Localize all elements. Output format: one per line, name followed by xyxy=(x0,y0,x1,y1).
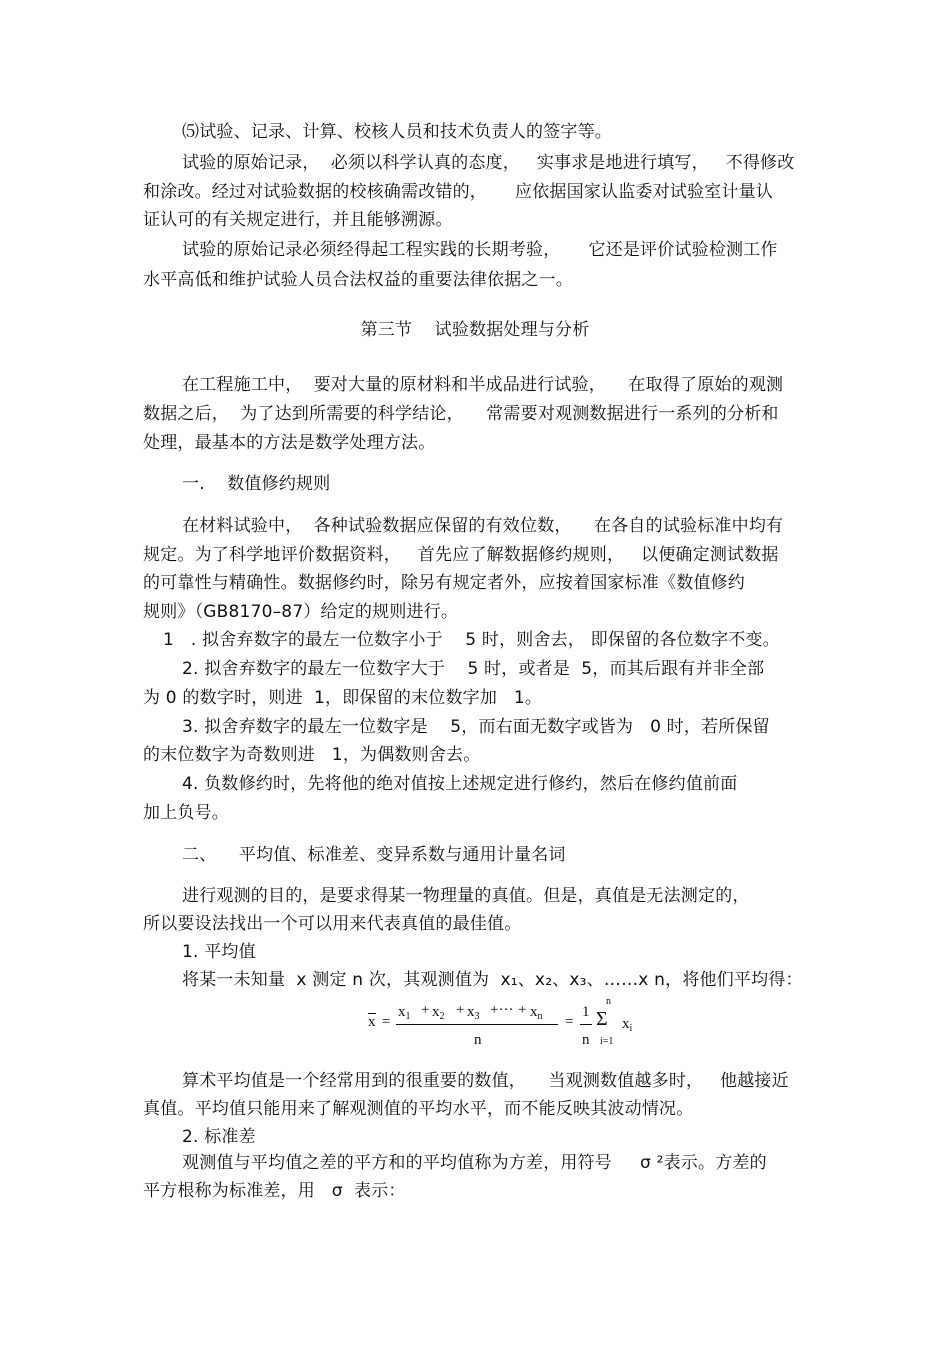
text-line: 试验的原始记录必须经得起工程实践的长期考验， 它还是评价试验检测工作 xyxy=(182,240,778,260)
text-line: 在工程施工中， 要对大量的原材料和半成品进行试验， 在取得了原始的观测 xyxy=(182,375,784,395)
subsection-heading: 二、 平均值、标准差、变异系数与通用计量名词 xyxy=(182,845,566,865)
formula-equals: = xyxy=(382,1014,391,1030)
text-line: 将某一未知量 x 测定 n 次，其观测值为 x₁、x₂、x₃、……x n，将他们平均得： xyxy=(182,970,803,990)
plus-sign: + xyxy=(456,1002,465,1018)
sum-upper-limit: n xyxy=(606,996,611,1007)
text-line: 的可靠性与精确性。数据修约时，除另有规定者外，应按着国家标准《数值修约 xyxy=(143,573,745,593)
text-line: 进行观测的目的，是要求得某一物理量的真值。但是，真值是无法测定的， xyxy=(182,886,750,906)
text-line: 规则》（GB8170–87）给定的规则进行。 xyxy=(143,602,459,622)
rule-item: 1 . 拟舍弃数字的最左一位数字小于 5 时，则舍去， 即保留的各位数字不变。 xyxy=(163,630,780,650)
denominator: n xyxy=(474,1032,482,1048)
section-heading: 第三节 试验数据处理与分析 xyxy=(360,320,590,340)
rule-item: 4. 负数修约时，先将他的绝对值按上述规定进行修约，然后在修约值前面 xyxy=(182,774,738,794)
text-line: 所以要设法找出一个可以用来代表真值的最佳值。 xyxy=(143,914,522,934)
text-line: ⑸试验、记录、计算、校核人员和技术负责人的签字等。 xyxy=(182,122,612,142)
rule-item: 2. 拟舍弃数字的最左一位数字大于 5 时，或者是 5，而其后跟有并非全部 xyxy=(182,659,765,679)
text-line: 规定。为了科学地评价数据资料， 首先应了解数据修约规则， 以便确定测试数据 xyxy=(143,545,779,565)
text-line: 观测值与平均值之差的平方和的平均值称为方差，用符号 σ ²表示。方差的 xyxy=(182,1153,767,1173)
numerator-term: $x_n$ xyxy=(530,1004,543,1022)
text-line: 在材料试验中， 各种试验数据应保留的有效位数， 在各自的试验标准中均有 xyxy=(182,516,784,536)
text-line: 算术平均值是一个经常用到的很重要的数值， 当观测数值越多时， 他越接近 xyxy=(182,1071,789,1091)
numerator-term: $x_3$ xyxy=(467,1004,480,1022)
fraction-bar xyxy=(396,1024,558,1025)
text-line: 证认可的有关规定进行，并且能够溯源。 xyxy=(143,210,453,230)
numerator-term: $x_2$ xyxy=(432,1004,445,1022)
text-line: 和涂改。经过对试验数据的校核确需改错的， 应依据国家认监委对试验室计量认 xyxy=(143,182,774,202)
ellipsis: +··· xyxy=(490,1002,514,1018)
text-line: 数据之后， 为了达到所需要的科学结论， 常需要对观测数据进行一系列的分析和 xyxy=(143,404,779,424)
item-heading: 2. 标准差 xyxy=(182,1127,256,1147)
formula-lhs: x xyxy=(368,1014,376,1030)
rhs-numerator: 1 xyxy=(582,1004,590,1020)
text-line: 真值。平均值只能用来了解观测值的平均水平，而不能反映其波动情况。 xyxy=(143,1099,694,1119)
text-line: 平方根称为标准差，用 σ 表示： xyxy=(143,1181,406,1201)
rule-item: 3. 拟舍弃数字的最左一位数字是 5，而右面无数字或皆为 0 时，若所保留 xyxy=(182,717,770,737)
rhs-denominator: n xyxy=(582,1032,590,1048)
text-line: 试验的原始记录， 必须以科学认真的态度， 实事求是地进行填写， 不得修改 xyxy=(182,153,795,173)
plus-sign: + xyxy=(421,1002,430,1018)
formula-equals: = xyxy=(565,1014,574,1030)
mean-bar xyxy=(368,1013,376,1014)
numerator-term: $x_1$ xyxy=(398,1004,411,1022)
text-line: 为 0 的数字时，则进 1，即保留的末位数字加 1。 xyxy=(143,688,543,708)
text-line: 水平高低和维护试验人员合法权益的重要法律依据之一。 xyxy=(143,270,573,290)
rhs-fraction-bar xyxy=(580,1024,592,1025)
text-line: 加上负号。 xyxy=(143,803,229,823)
sum-lower-limit: i=1 xyxy=(600,1036,614,1047)
sigma-symbol: Σ xyxy=(596,1008,608,1030)
text-line: 的末位数字为奇数则进 1，为偶数则舍去。 xyxy=(143,745,481,765)
text-line: 处理，最基本的方法是数学处理方法。 xyxy=(143,433,436,453)
subsection-heading: 一. 数值修约规则 xyxy=(182,474,331,494)
sum-term: $x_i$ xyxy=(622,1016,633,1034)
plus-sign: + xyxy=(518,1002,527,1018)
item-heading: 1. 平均值 xyxy=(182,942,256,962)
mean-formula xyxy=(368,996,648,1056)
